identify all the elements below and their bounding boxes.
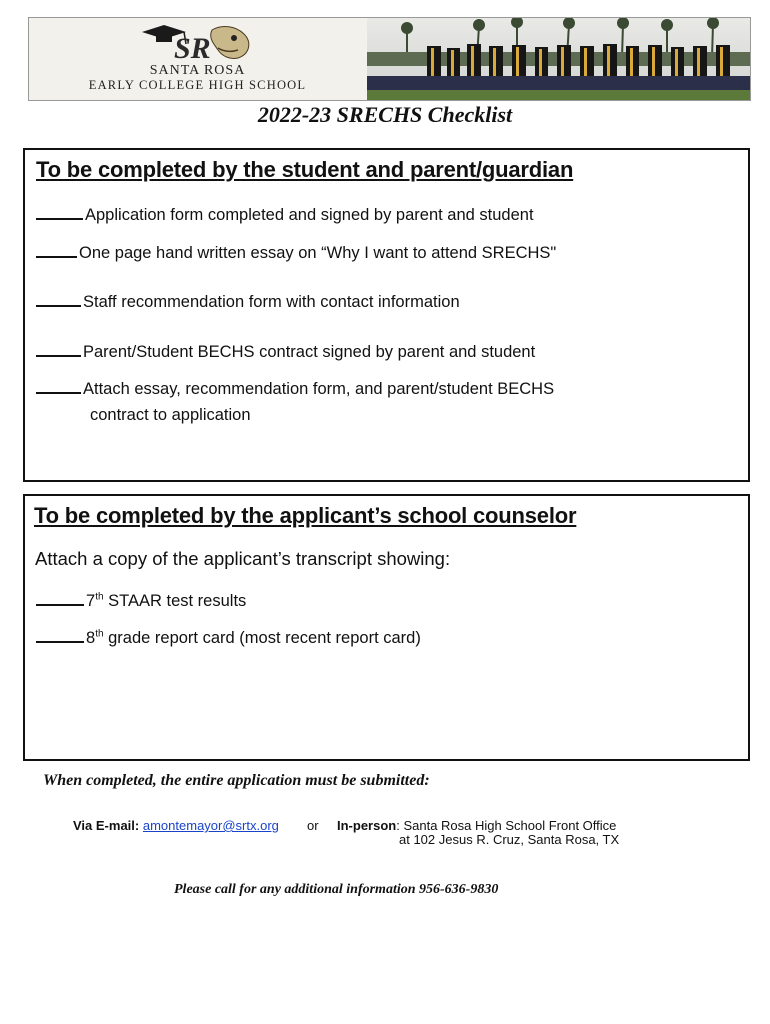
checklist-item: 7th STAAR test results xyxy=(36,590,246,611)
counselor-section xyxy=(23,494,750,761)
checklist-item: One page hand written essay on “Why I want to attend SRECHS" xyxy=(36,242,556,263)
header-banner xyxy=(28,17,751,101)
email-link[interactable]: amontemayor@srtx.org xyxy=(142,818,279,833)
or-separator: or xyxy=(307,818,319,833)
checkbox-blank[interactable] xyxy=(36,291,81,307)
graduation-photo xyxy=(367,18,750,100)
checkbox-blank[interactable] xyxy=(36,341,81,357)
checklist-item: Staff recommendation form with contact information xyxy=(36,291,460,312)
page-title: 2022-23 SRECHS Checklist xyxy=(257,102,513,127)
checkbox-blank[interactable] xyxy=(36,242,77,258)
checklist-item: Parent/Student BECHS contract signed by parent and student xyxy=(36,341,535,362)
checkbox-blank[interactable] xyxy=(36,627,84,643)
student-section-heading: To be completed by the student and parent/guardian xyxy=(36,157,574,182)
logo-school-subtitle: EARLY COLLEGE HIGH SCHOOL xyxy=(88,78,307,92)
inperson-address: at 102 Jesus R. Cruz, Santa Rosa, TX xyxy=(399,832,620,847)
checkbox-blank[interactable] xyxy=(36,204,83,220)
checkbox-blank[interactable] xyxy=(36,590,84,606)
inperson-contact: In-person: Santa Rosa High School Front Office xyxy=(337,818,617,833)
email-contact: Via E-mail: amontemayor@srtx.org xyxy=(73,818,279,833)
logo-school-name: SANTA ROSA xyxy=(149,63,246,78)
checklist-item: Application form completed and signed by parent and student xyxy=(36,204,534,225)
counselor-intro: Attach a copy of the applicant’s transcript showing: xyxy=(35,548,451,569)
school-logo xyxy=(29,18,366,100)
submission-note: When completed, the entire application must be submitted: xyxy=(43,772,430,789)
checklist-item: Attach essay, recommendation form, and parent/student BECHS xyxy=(36,378,554,399)
school-emblem-icon xyxy=(134,22,264,64)
call-info: Please call for any additional information 956-636-9830 xyxy=(174,882,499,897)
counselor-section-heading: To be completed by the applicant’s school counselor xyxy=(34,503,577,528)
logo-letters: SR xyxy=(174,32,211,64)
checklist-item-continuation: contract to application xyxy=(90,406,251,424)
checklist-item: 8th grade report card (most recent report card) xyxy=(36,627,421,648)
student-parent-section xyxy=(23,148,750,482)
checkbox-blank[interactable] xyxy=(36,378,81,394)
